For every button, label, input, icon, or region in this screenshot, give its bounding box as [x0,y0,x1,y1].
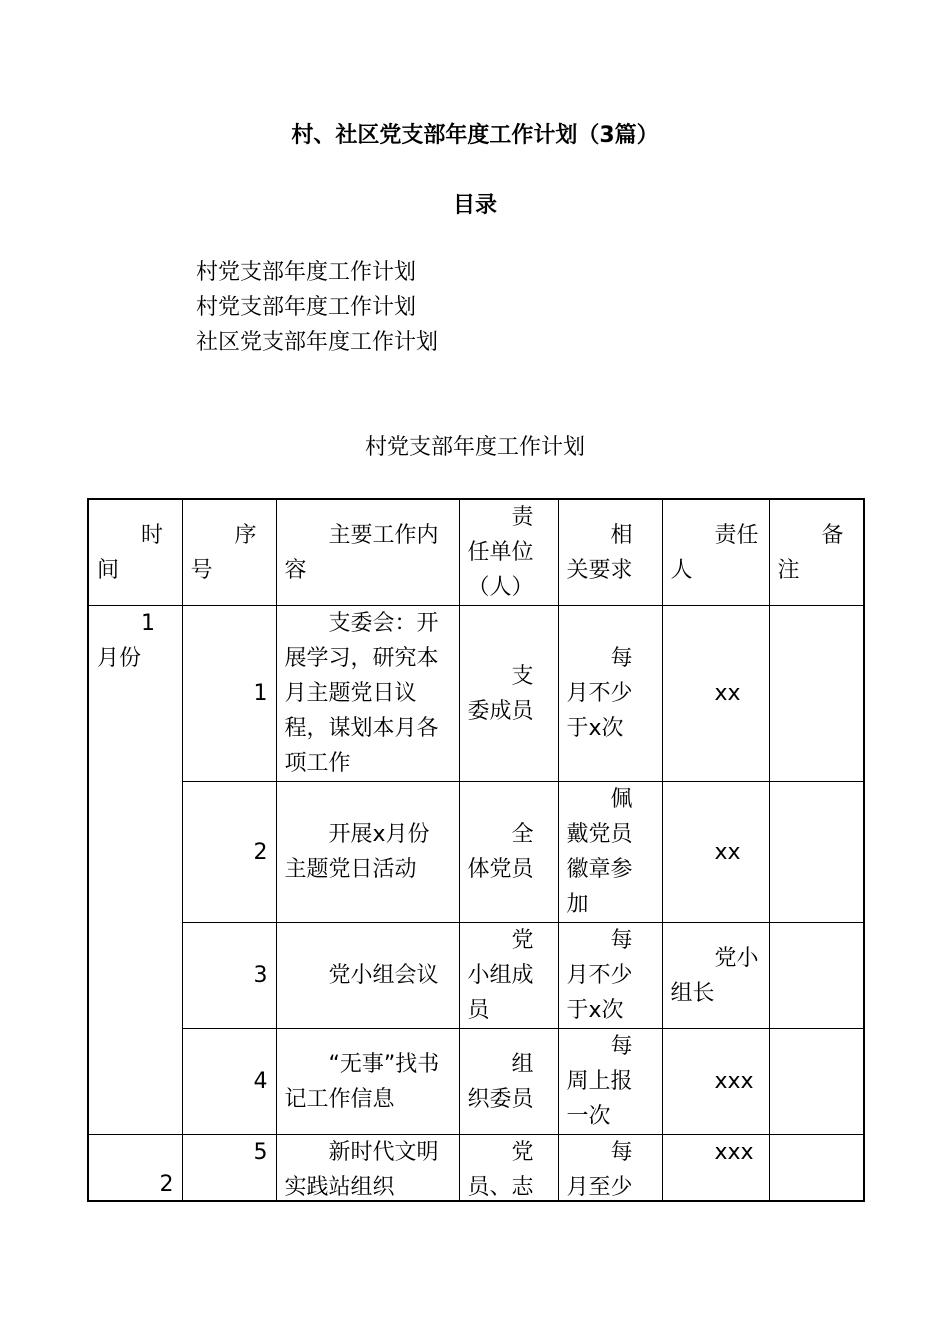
header-requirements: 相关要求 [558,499,662,606]
row-person: xxx [662,1029,769,1135]
table-row [88,1135,864,1203]
table-of-contents [196,255,438,360]
row-person: xxx [662,1135,769,1203]
row-requirement: 每月至少 [558,1135,662,1203]
header-number: 序号 [182,499,276,606]
row-person: 党小组长 [662,923,769,1029]
row-content: “无事”找书记工作信息 [276,1029,459,1135]
toc-item[interactable]: 村党支部年度工作计划 [196,260,417,285]
row-number: 2 [182,782,276,923]
row-note [769,782,864,923]
row-requirement: 每周上报一次 [558,1029,662,1135]
month-cell: 2 [88,1135,182,1203]
section-heading: 村党支部年度工作计划 [364,435,585,460]
table-header-row [88,499,864,606]
table-row [88,782,864,923]
row-content: 支委会：开展学习，研究本月主题党日议程，谋划本月各项工作 [276,606,459,782]
table-row [88,923,864,1029]
header-notes: 备注 [769,499,864,606]
row-number: 3 [182,923,276,1029]
month-cell: 1月份 [88,606,182,1135]
row-content: 新时代文明实践站组织 [276,1135,459,1203]
row-note [769,606,864,782]
toc-item[interactable]: 社区党支部年度工作计划 [196,330,439,355]
toc-heading: 目录 [452,193,497,218]
toc-item[interactable]: 村党支部年度工作计划 [196,295,417,320]
row-requirement: 每月不少于x次 [558,606,662,782]
page-bottom-rule [87,1200,864,1202]
row-requirement: 佩戴党员徽章参加 [558,782,662,923]
row-number: 4 [182,1029,276,1135]
row-number: 5 [182,1135,276,1203]
row-content: 党小组会议 [276,923,459,1029]
row-unit: 全体党员 [459,782,558,923]
row-requirement: 每月不少于x次 [558,923,662,1029]
row-content: 开展x月份主题党日活动 [276,782,459,923]
work-plan-table [87,498,865,1202]
row-unit: 党员、志 [459,1135,558,1203]
header-responsible-person: 责任人 [662,499,769,606]
document-title: 村、社区党支部年度工作计划（3篇） [291,123,659,148]
table-row [88,1029,864,1135]
row-unit: 党小组成员 [459,923,558,1029]
row-unit: 支委成员 [459,606,558,782]
row-note [769,1029,864,1135]
row-unit: 组织委员 [459,1029,558,1135]
header-content: 主要工作内容 [276,499,459,606]
row-person: xx [662,606,769,782]
row-number: 1 [182,606,276,782]
header-responsible-unit: 责任单位（人） [459,499,558,606]
row-person: xx [662,782,769,923]
plan-table-container [87,498,865,1202]
header-time: 时间 [88,499,182,606]
row-note [769,923,864,1029]
row-note [769,1135,864,1203]
table-row [88,606,864,782]
